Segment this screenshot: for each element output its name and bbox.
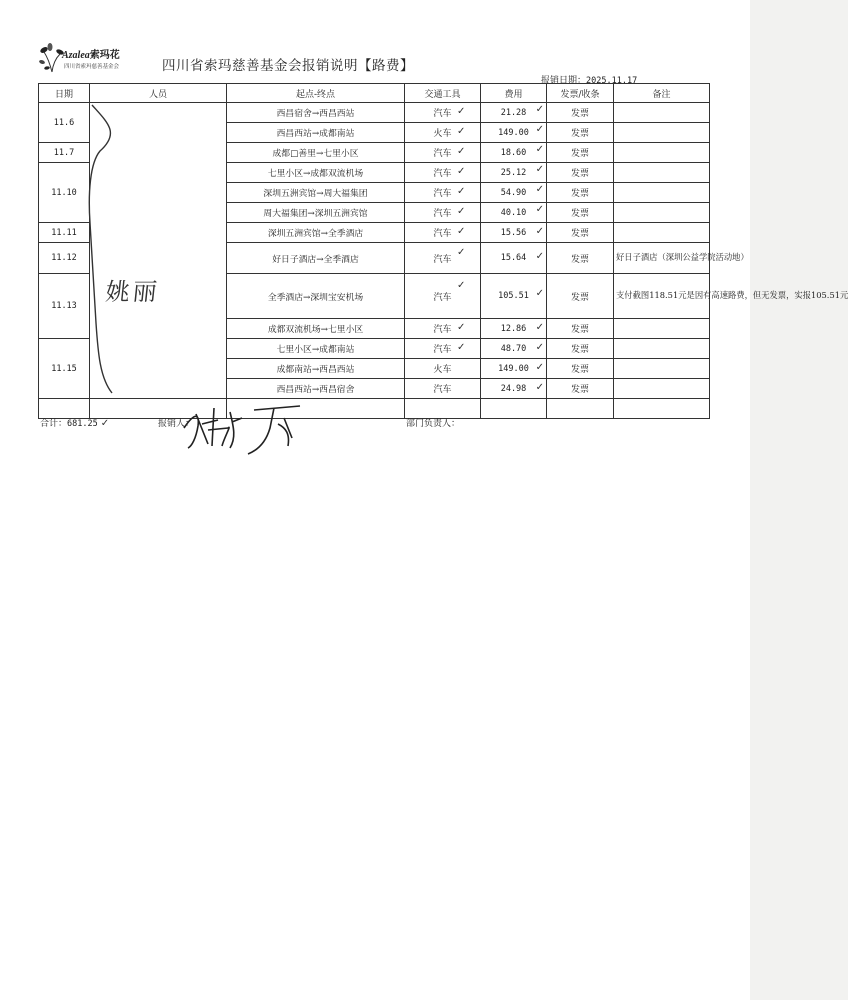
column-header-fee: 费用	[481, 84, 547, 103]
fee-text: 105.51	[498, 291, 529, 301]
note-cell: 支付截图118.51元是因有高速路费，但无发票，实报105.51元	[614, 274, 710, 319]
logo-subtitle: 四川省索玛慈善基金会	[64, 64, 120, 70]
fee-text: 18.60	[500, 147, 527, 158]
fee-cell	[481, 183, 547, 203]
note-cell	[614, 163, 710, 183]
transport-cell	[405, 123, 481, 143]
fee-text: 40.10	[500, 207, 527, 218]
note-cell	[614, 319, 710, 339]
date-cell: 11.11	[39, 223, 90, 243]
check-mark-icon: ✓	[457, 226, 466, 237]
check-mark-icon: ✓	[457, 280, 466, 291]
date-cell: 11.12	[39, 243, 90, 274]
check-mark-icon: ✓	[535, 164, 544, 175]
receipt-cell	[547, 399, 614, 419]
document-title: 四川省索玛慈善基金会报销说明【路费】	[162, 58, 414, 74]
fee-cell	[481, 274, 547, 319]
check-mark-icon: ✓	[535, 144, 544, 155]
transport-text: 汽车	[433, 385, 452, 395]
note-cell	[614, 223, 710, 243]
check-mark-icon: ✓	[457, 166, 466, 177]
check-mark-icon: ✓	[457, 126, 466, 137]
route-cell: 深圳五洲宾馆→全季酒店	[227, 223, 405, 243]
transport-text: 汽车	[433, 109, 452, 119]
fee-text: 149.00	[498, 363, 529, 374]
report-date-value: 2025.11.17	[586, 76, 638, 86]
note-cell	[614, 183, 710, 203]
column-header-note: 备注	[614, 84, 710, 103]
column-header-transport: 交通工具	[405, 84, 481, 103]
check-mark-icon: ✓	[535, 362, 544, 373]
fee-cell	[481, 359, 547, 379]
transport-text: 汽车	[433, 209, 452, 219]
receipt-cell: 发票	[547, 319, 614, 339]
fee-cell	[481, 103, 547, 123]
check-mark-icon: ✓	[457, 186, 466, 197]
receipt-cell: 发票	[547, 103, 614, 123]
total-value: 681.25	[67, 419, 98, 429]
route-cell: 成都双流机场→七里小区	[227, 319, 405, 339]
check-mark-icon: ✓	[535, 322, 544, 333]
column-header-person: 人员	[90, 84, 227, 103]
table-header-row	[39, 84, 710, 103]
transport-text: 汽车	[433, 254, 452, 265]
fee-text: 24.98	[500, 383, 527, 394]
transport-text: 汽车	[433, 229, 452, 239]
expense-table	[38, 83, 848, 419]
column-header-route: 起点-终点	[227, 84, 405, 103]
check-mark-icon: ✓	[535, 124, 544, 135]
logo-latin: Azalea	[62, 50, 90, 61]
route-cell: 深圳五洲宾馆→周大福集团	[227, 183, 405, 203]
table-row	[39, 103, 710, 123]
fee-text: 54.90	[500, 187, 527, 198]
transport-text: 汽车	[433, 345, 452, 355]
logo-cn: 索玛花	[89, 50, 120, 61]
handwritten-person-name: 姚丽	[104, 278, 162, 306]
check-mark-icon: ✓	[457, 146, 466, 157]
transport-cell	[405, 183, 481, 203]
foundation-logo	[38, 42, 138, 78]
note-cell	[614, 379, 710, 399]
handwritten-signature	[178, 398, 308, 456]
route-cell: 成都南站→西昌西站	[227, 359, 405, 379]
date-cell: 11.15	[39, 339, 90, 399]
transport-text: 汽车	[433, 149, 452, 159]
transport-cell	[405, 223, 481, 243]
route-cell: 七里小区→成都南站	[227, 339, 405, 359]
check-mark-icon: ✓	[457, 247, 466, 258]
check-mark-icon: ✓	[100, 418, 110, 429]
reimburser-label: 报销人：	[158, 419, 195, 429]
check-mark-icon: ✓	[535, 288, 544, 299]
receipt-cell: 发票	[547, 163, 614, 183]
receipt-cell: 发票	[547, 379, 614, 399]
receipt-cell: 发票	[547, 203, 614, 223]
date-cell: 11.10	[39, 163, 90, 223]
fee-text: 15.56	[500, 227, 527, 238]
check-mark-icon: ✓	[457, 206, 466, 217]
receipt-cell: 发票	[547, 123, 614, 143]
transport-cell	[405, 359, 481, 379]
transport-cell	[405, 203, 481, 223]
check-mark-icon: ✓	[457, 106, 466, 117]
note-cell	[614, 123, 710, 143]
transport-cell	[405, 274, 481, 319]
fee-text: 21.28	[500, 107, 527, 118]
route-cell: 西昌宿舍→西昌西站	[227, 103, 405, 123]
receipt-cell: 发票	[547, 183, 614, 203]
route-cell: 西昌西站→成都南站	[227, 123, 405, 143]
transport-cell	[405, 319, 481, 339]
note-cell	[614, 399, 710, 419]
receipt-cell: 发票	[547, 359, 614, 379]
route-cell: 成都□善里→七里小区	[227, 143, 405, 163]
check-mark-icon: ✓	[457, 342, 466, 353]
logo-name	[62, 46, 120, 61]
transport-cell	[405, 339, 481, 359]
fee-cell	[481, 143, 547, 163]
fee-cell	[481, 339, 547, 359]
fee-text: 25.12	[500, 167, 527, 178]
fee-cell	[481, 243, 547, 274]
fee-cell	[481, 163, 547, 183]
transport-cell	[405, 103, 481, 123]
transport-text: 汽车	[433, 325, 452, 335]
column-header-receipt: 发票/收条	[547, 84, 614, 103]
receipt-cell: 发票	[547, 143, 614, 163]
fee-cell	[481, 399, 547, 419]
fee-cell	[481, 203, 547, 223]
department-head-label: 部门负责人：	[406, 419, 461, 429]
transport-text: 火车	[433, 365, 452, 375]
transport-cell	[405, 243, 481, 274]
transport-cell	[405, 143, 481, 163]
transport-text: 汽车	[433, 292, 452, 303]
note-cell	[614, 143, 710, 163]
department-head-field	[406, 416, 460, 429]
check-mark-icon: ✓	[535, 251, 544, 262]
route-cell: 西昌西站→西昌宿舍	[227, 379, 405, 399]
fee-cell	[481, 223, 547, 243]
note-cell	[614, 203, 710, 223]
route-cell: 好日子酒店→全季酒店	[227, 243, 405, 274]
transport-text: 汽车	[433, 189, 452, 199]
handwritten-bracket-stroke	[80, 103, 130, 395]
fee-text: 149.00	[498, 127, 529, 138]
receipt-cell: 发票	[547, 274, 614, 319]
note-cell: 好日子酒店（深圳公益学院活动地）	[614, 243, 710, 274]
receipt-cell: 发票	[547, 243, 614, 274]
total-amount	[40, 416, 110, 429]
check-mark-icon: ✓	[535, 382, 544, 393]
report-date-label: 报销日期：	[541, 76, 587, 86]
transport-cell	[405, 163, 481, 183]
receipt-cell: 发票	[547, 223, 614, 243]
receipt-cell: 发票	[547, 339, 614, 359]
date-cell: 11.7	[39, 143, 90, 163]
route-cell: 七里小区→成都双流机场	[227, 163, 405, 183]
route-cell: 全季酒店→深圳宝安机场	[227, 274, 405, 319]
check-mark-icon: ✓	[457, 322, 466, 333]
note-cell	[614, 103, 710, 123]
fee-text: 48.70	[500, 343, 527, 354]
check-mark-icon: ✓	[535, 104, 544, 115]
note-cell	[614, 339, 710, 359]
table-row-empty	[39, 399, 710, 419]
column-header-date: 日期	[39, 84, 90, 103]
transport-text: 汽车	[433, 169, 452, 179]
fee-text: 12.86	[500, 323, 527, 334]
transport-text: 火车	[433, 129, 452, 139]
fee-cell	[481, 379, 547, 399]
check-mark-icon: ✓	[535, 342, 544, 353]
fee-cell	[481, 123, 547, 143]
fee-text: 15.64	[500, 253, 527, 263]
check-mark-icon: ✓	[535, 184, 544, 195]
check-mark-icon: ✓	[535, 204, 544, 215]
date-cell: 11.13	[39, 274, 90, 339]
fee-cell	[481, 319, 547, 339]
check-mark-icon: ✓	[535, 226, 544, 237]
note-cell	[614, 359, 710, 379]
total-label: 合计：	[40, 419, 68, 429]
route-cell: 周大福集团→深圳五洲宾馆	[227, 203, 405, 223]
date-cell: 11.6	[39, 103, 90, 143]
transport-cell	[405, 379, 481, 399]
